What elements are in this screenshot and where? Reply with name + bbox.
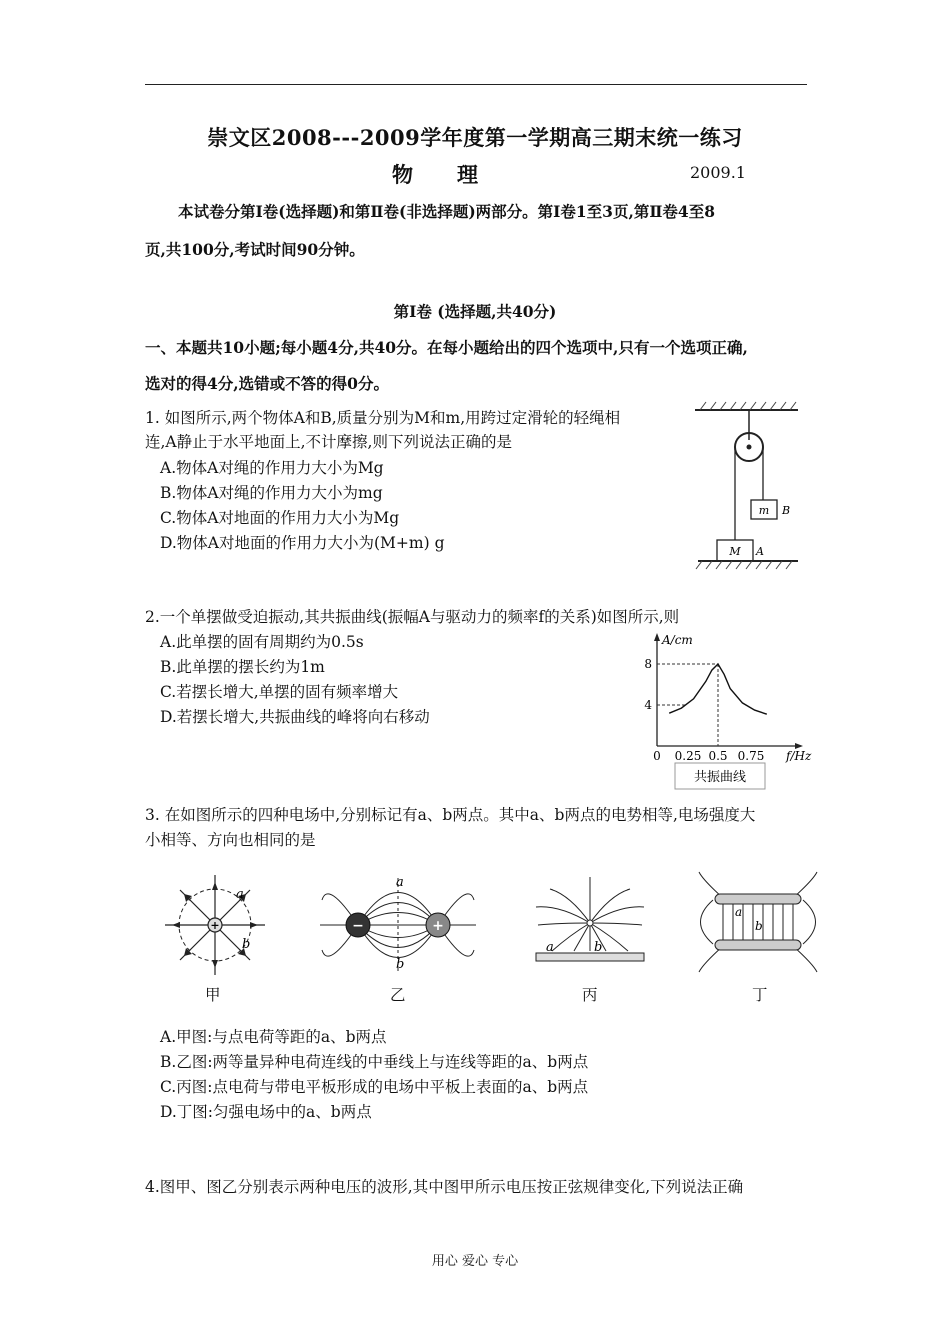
caption-yi: 乙 — [390, 986, 406, 1004]
q1-option-b: B.物体A对绳的作用力大小为mg — [160, 484, 383, 502]
point-b-label: b — [242, 937, 251, 952]
block-a-label: A — [756, 545, 764, 558]
field-figure-ding — [693, 870, 823, 980]
svg-text:−: − — [352, 918, 364, 934]
field-figure-jia — [160, 870, 270, 980]
caption-jia: 甲 — [205, 986, 221, 1004]
page-footer: 用心 爱心 专心 — [431, 1254, 519, 1269]
svg-text:+: + — [432, 918, 444, 934]
section-instructions-2: 选对的得4分,选错或不答的得0分。 — [145, 374, 389, 393]
ground-hatch — [696, 561, 792, 569]
point-a-label: a — [236, 887, 244, 902]
caption-ding: 丁 — [752, 986, 768, 1004]
q1-option-d: D.物体A对地面的作用力大小为(M+m) g — [160, 534, 445, 552]
page-title: 崇文区2008---2009学年度第一学期高三期末统一练习 — [207, 125, 743, 150]
q2-stem: 2.一个单摆做受迫振动,其共振曲线(振幅A与驱动力的频率f的关系)如图所示,则 — [145, 608, 680, 626]
q3-option-c: C.丙图:点电荷与带电平板形成的电场中平板上表面的a、b两点 — [160, 1078, 589, 1096]
q2-option-a: A.此单摆的固有周期约为0.5s — [160, 633, 364, 651]
block-a-mass: M — [729, 545, 741, 558]
point-charge — [587, 920, 593, 926]
y-axis-arrow — [654, 633, 660, 641]
q2-option-b: B.此单摆的摆长约为1m — [160, 658, 325, 676]
intro-line-2: 页,共100分,考试时间90分钟。 — [145, 240, 365, 259]
exam-date: 2009.1 — [690, 163, 746, 182]
x-axis-label: f/Hz — [786, 749, 812, 763]
point-a-label: a — [546, 940, 554, 955]
q3-stem-1: 3. 在如图所示的四种电场中,分别标记有a、b两点。其中a、b两点的电势相等,电场强度大 — [145, 806, 756, 824]
block-b-mass: m — [758, 504, 770, 517]
x-tick-075: 0.75 — [737, 749, 765, 763]
point-b-label: b — [755, 919, 763, 933]
q3-option-d: D.丁图:匀强电场中的a、b两点 — [160, 1103, 372, 1121]
field-figure-bing — [530, 875, 650, 975]
top-rule — [145, 84, 807, 85]
q1-stem-2: 连,A静止于水平地面上,不计摩擦,则下列说法正确的是 — [145, 433, 512, 451]
resonance-chart — [640, 630, 820, 795]
caption-bing: 丙 — [582, 986, 598, 1004]
y-axis-label: A/cm — [662, 633, 693, 647]
y-tick-8: 8 — [644, 657, 652, 671]
q4-stem: 4.图甲、图乙分别表示两种电压的波形,其中图甲所示电压按正弦规律变化,下列说法正确 — [145, 1178, 744, 1196]
ceiling-hatch — [700, 402, 796, 410]
q2-option-c: C.若摆长增大,单摆的固有频率增大 — [160, 683, 399, 701]
x-tick-0: 0 — [653, 749, 661, 763]
x-tick-025: 0.25 — [674, 749, 702, 763]
chart-caption: 共振曲线 — [693, 770, 747, 785]
point-a-label: a — [396, 875, 404, 890]
section-instructions-1: 一、本题共10小题;每小题4分,共40分。在每小题给出的四个选项中,只有一个选项正确, — [145, 338, 748, 357]
field-figure-yi — [318, 870, 478, 980]
svg-text:+: + — [210, 919, 220, 932]
pulley-axle — [747, 445, 752, 450]
y-tick-4: 4 — [644, 698, 652, 712]
q1-option-a: A.物体A对绳的作用力大小为Mg — [160, 459, 384, 477]
q1-option-c: C.物体A对地面的作用力大小为Mg — [160, 509, 400, 527]
q1-stem-1: 1. 如图所示,两个物体A和B,质量分别为M和m,用跨过定滑轮的轻绳相 — [145, 409, 621, 427]
point-a-label: a — [735, 905, 743, 919]
point-b-label: b — [396, 957, 405, 972]
x-tick-05: 0.5 — [708, 749, 728, 763]
q2-option-d: D.若摆长增大,共振曲线的峰将向右移动 — [160, 708, 430, 726]
lower-plate — [715, 940, 801, 950]
intro-line-1: 本试卷分第Ⅰ卷(选择题)和第Ⅱ卷(非选择题)两部分。第Ⅰ卷1至3页,第Ⅱ卷4至8 — [178, 202, 715, 221]
q3-stem-2: 小相等、方向也相同的是 — [145, 831, 316, 849]
upper-plate — [715, 894, 801, 904]
point-b-label: b — [594, 940, 603, 955]
q3-option-b: B.乙图:两等量异种电荷连线的中垂线上与连线等距的a、b两点 — [160, 1053, 589, 1071]
block-b-label: B — [782, 504, 791, 517]
pulley-figure — [690, 400, 805, 575]
section-heading: 第Ⅰ卷 (选择题,共40分) — [393, 302, 557, 321]
q3-option-a: A.甲图:与点电荷等距的a、b两点 — [160, 1028, 387, 1046]
subject-title: 物理 — [392, 162, 522, 187]
